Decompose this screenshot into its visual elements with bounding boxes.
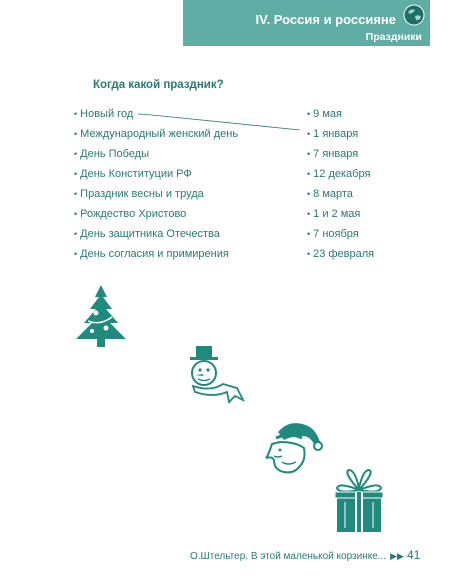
task-title: Когда какой праздник? xyxy=(93,79,224,91)
list-item: • День Победы xyxy=(74,148,149,160)
christmas-tree-icon xyxy=(72,283,130,349)
list-item: • 7 ноября xyxy=(307,228,359,240)
list-item: • Праздник весны и труда xyxy=(74,188,204,200)
section-title: Праздники xyxy=(365,31,422,43)
double-arrow-icon: ▶▶ xyxy=(390,551,404,561)
page-number: 41 xyxy=(406,548,421,562)
snowman-icon xyxy=(183,344,247,404)
chapter-title: IV. Россия и россияне xyxy=(255,12,396,27)
list-item: • 23 февраля xyxy=(307,248,375,260)
list-item: • 1 января xyxy=(307,128,359,140)
globe-icon xyxy=(403,4,425,26)
list-item: • 8 марта xyxy=(307,188,353,200)
list-item: • День защитника Отечества xyxy=(74,228,220,240)
chapter-header xyxy=(183,0,430,46)
list-item: • Международный женский день xyxy=(74,128,239,140)
list-item: • Рождество Христово xyxy=(74,208,187,220)
list-item: • 12 декабря xyxy=(307,168,371,180)
list-item: • Новый год xyxy=(74,108,134,120)
list-item: • День согласия и примирения xyxy=(74,248,229,260)
gift-icon xyxy=(333,468,385,534)
footer-text: О.Штельтер. В этой маленькой корзинке... xyxy=(190,551,387,562)
list-item: • День Конституции РФ xyxy=(74,168,192,180)
list-item: • 1 и 2 мая xyxy=(307,208,361,220)
list-item: • 7 января xyxy=(307,148,359,160)
list-item: • 9 мая xyxy=(307,108,342,120)
page-footer xyxy=(190,548,420,562)
santa-icon xyxy=(258,418,326,476)
